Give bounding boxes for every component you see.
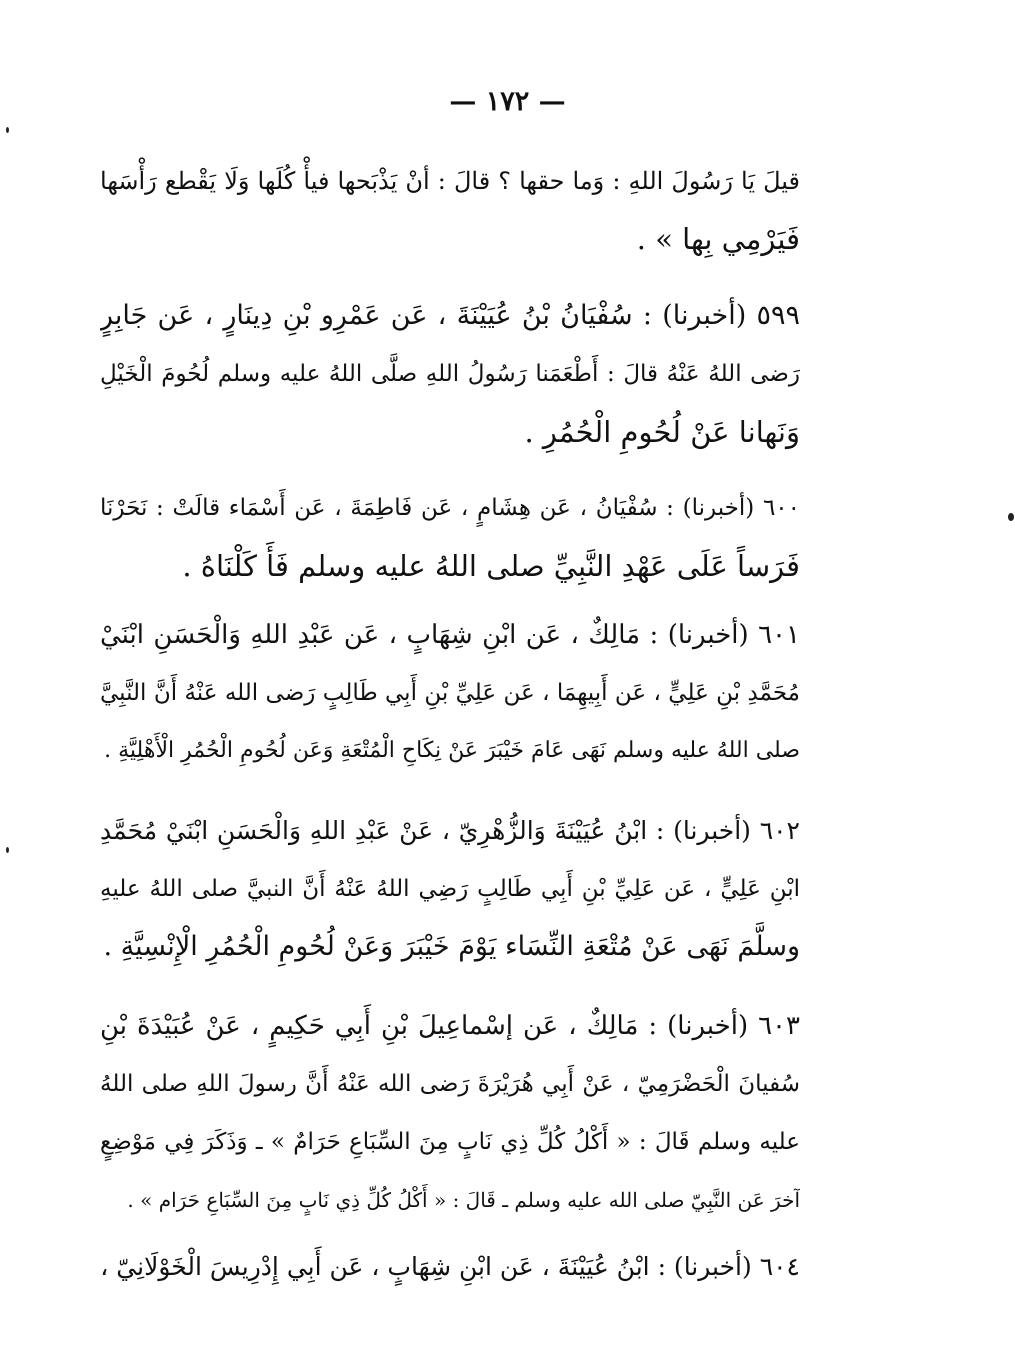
hadith-603 (100, 997, 800, 1229)
text-line: قيلَ يَا رَسُولَ اللهِ : وَما حقها ؟ قالَ : أنْ يَذْبَحها فيأْ كُلَها وَلَا يَقْطع رَأْسَها (100, 167, 800, 195)
text-line: مُحَمَّدِ بْنِ عَلِيٍّ ، عَن أَبِيهِمَا ، عَن عَلِيِّ بْنِ أَبِي طَالِبٍ رَضى الله عَنْهُ أَنَّ النَّبِيَّ (100, 680, 800, 706)
text-line: ٦٠١ (أخبرنا) : مَالِكٌ ، عَن ابْنِ شِهَابٍ ، عَن عَبْدِ اللهِ وَالْحَسَنِ ابْنَيْ (100, 620, 800, 650)
text-line: وسلَّمَ نَهَى عَنْ مُتْعَةِ النِّسَاء يَوْمَ خَيْبَرَ وَعَنْ لُحُومِ الْحُمُرِ الْإِنْسِيَّةِ . (103, 931, 800, 962)
text-line: رَضى اللهُ عَنْهُ قالَ : أَطْعَمَنا رَسُولُ اللهِ صلَّى اللهُ عليه وسلم لُحُومَ الْخَيْلِ (100, 361, 800, 387)
text-line: ابْنِ عَلِيٍّ ، عَن عَلِيِّ بْنِ أَبِي طَالِبٍ رَضِي اللهُ عَنْهُ أَنَّ النبيَّ صلى اللهُ عليهِ (100, 876, 800, 902)
text-line: عليه وسلم قَالَ : « أَكْلُ كُلِّ ذِي نَابٍ مِنَ السِّبَاعِ حَرَامٌ » ـ وَذَكَرَ فِي مَوْضِعٍ (100, 1129, 800, 1155)
text-line: ٦٠٢ (أخبرنا) : ابْنُ عُيَيْنَةَ وَالزُّهْرِيّ ، عَنْ عَبْدِ اللهِ وَالْحَسَنِ ابْنَيْ مُحَمَّدِ (100, 816, 800, 845)
hadith-602 (100, 802, 800, 976)
text-line: فَيَرْمِي بِها » . (636, 222, 800, 256)
text-line: ٦٠٣ (أخبرنا) : مَالِكٌ ، عَن إسْماعِيلَ بْنِ أَبِي حَكِيمٍ ، عَنْ عُبَيْدَةَ بْنِ (100, 1011, 800, 1041)
text-line: وَنَهانا عَنْ لُحُومِ الْحُمُرِ . (524, 415, 800, 449)
page-number: — ١٧٢ — (449, 86, 566, 117)
hadith-600 (100, 479, 800, 595)
text-line: صلى اللهُ عليه وسلم نَهَى عَامَ خَيْبَرَ عَنْ نِكَاحِ الْمُتْعَةِ وَعَن لُحُومِ الْحُمُرِ الْأَهْلِيَّةِ . (104, 738, 800, 763)
text-line: فَرَساً عَلَى عَهْدِ النَّبِيِّ صلى اللهُ عليه وسلم فَأَ كَلْنَاهُ . (182, 549, 800, 583)
text-line: ٦٠٤ (أخبرنا) : ابْنُ عُيَيْنَةَ ، عَن ابْنِ شِهَابٍ ، عَن أَبِي إِدْرِيسَ الْخَوْلَانِيّ ، (100, 1252, 800, 1281)
text-line: سُفيانَ الْحَضْرَمِيّ ، عَنْ أَبِي هُرَيْرَةَ رَضى الله عَنْهُ أَنَّ رسولَ اللهِ صلى اللهُ (100, 1071, 800, 1097)
hadith-601 (100, 606, 800, 780)
paragraph-continuation (100, 152, 800, 268)
scan-speck (1008, 513, 1014, 521)
text-line: آخرَ عَن النَّبِيّ صلى الله عليه وسلم ـ قَالَ : « أَكْلُ كُلِّ ذِي نَابٍ مِنَ السِّبَاعِ حَرَام » . (127, 1188, 800, 1212)
scan-speck (6, 847, 9, 853)
text-line: ٥٩٩ (أخبرنا) : سُفْيَانُ بْنُ عُيَيْنَةَ ، عَن عَمْرِو بْنِ دِينَارٍ ، عَن جَابِرٍ (100, 300, 800, 331)
scan-speck (6, 127, 9, 133)
text-line: ٦٠٠ (أخبرنا) : سُفْيَانُ ، عَن هِشَامٍ ، عَن فَاطِمَةَ ، عَن أَسْمَاء قالَتْ : نَحَرْنَا (100, 495, 800, 521)
hadith-599 (100, 287, 800, 461)
hadith-604 (100, 1238, 800, 1296)
